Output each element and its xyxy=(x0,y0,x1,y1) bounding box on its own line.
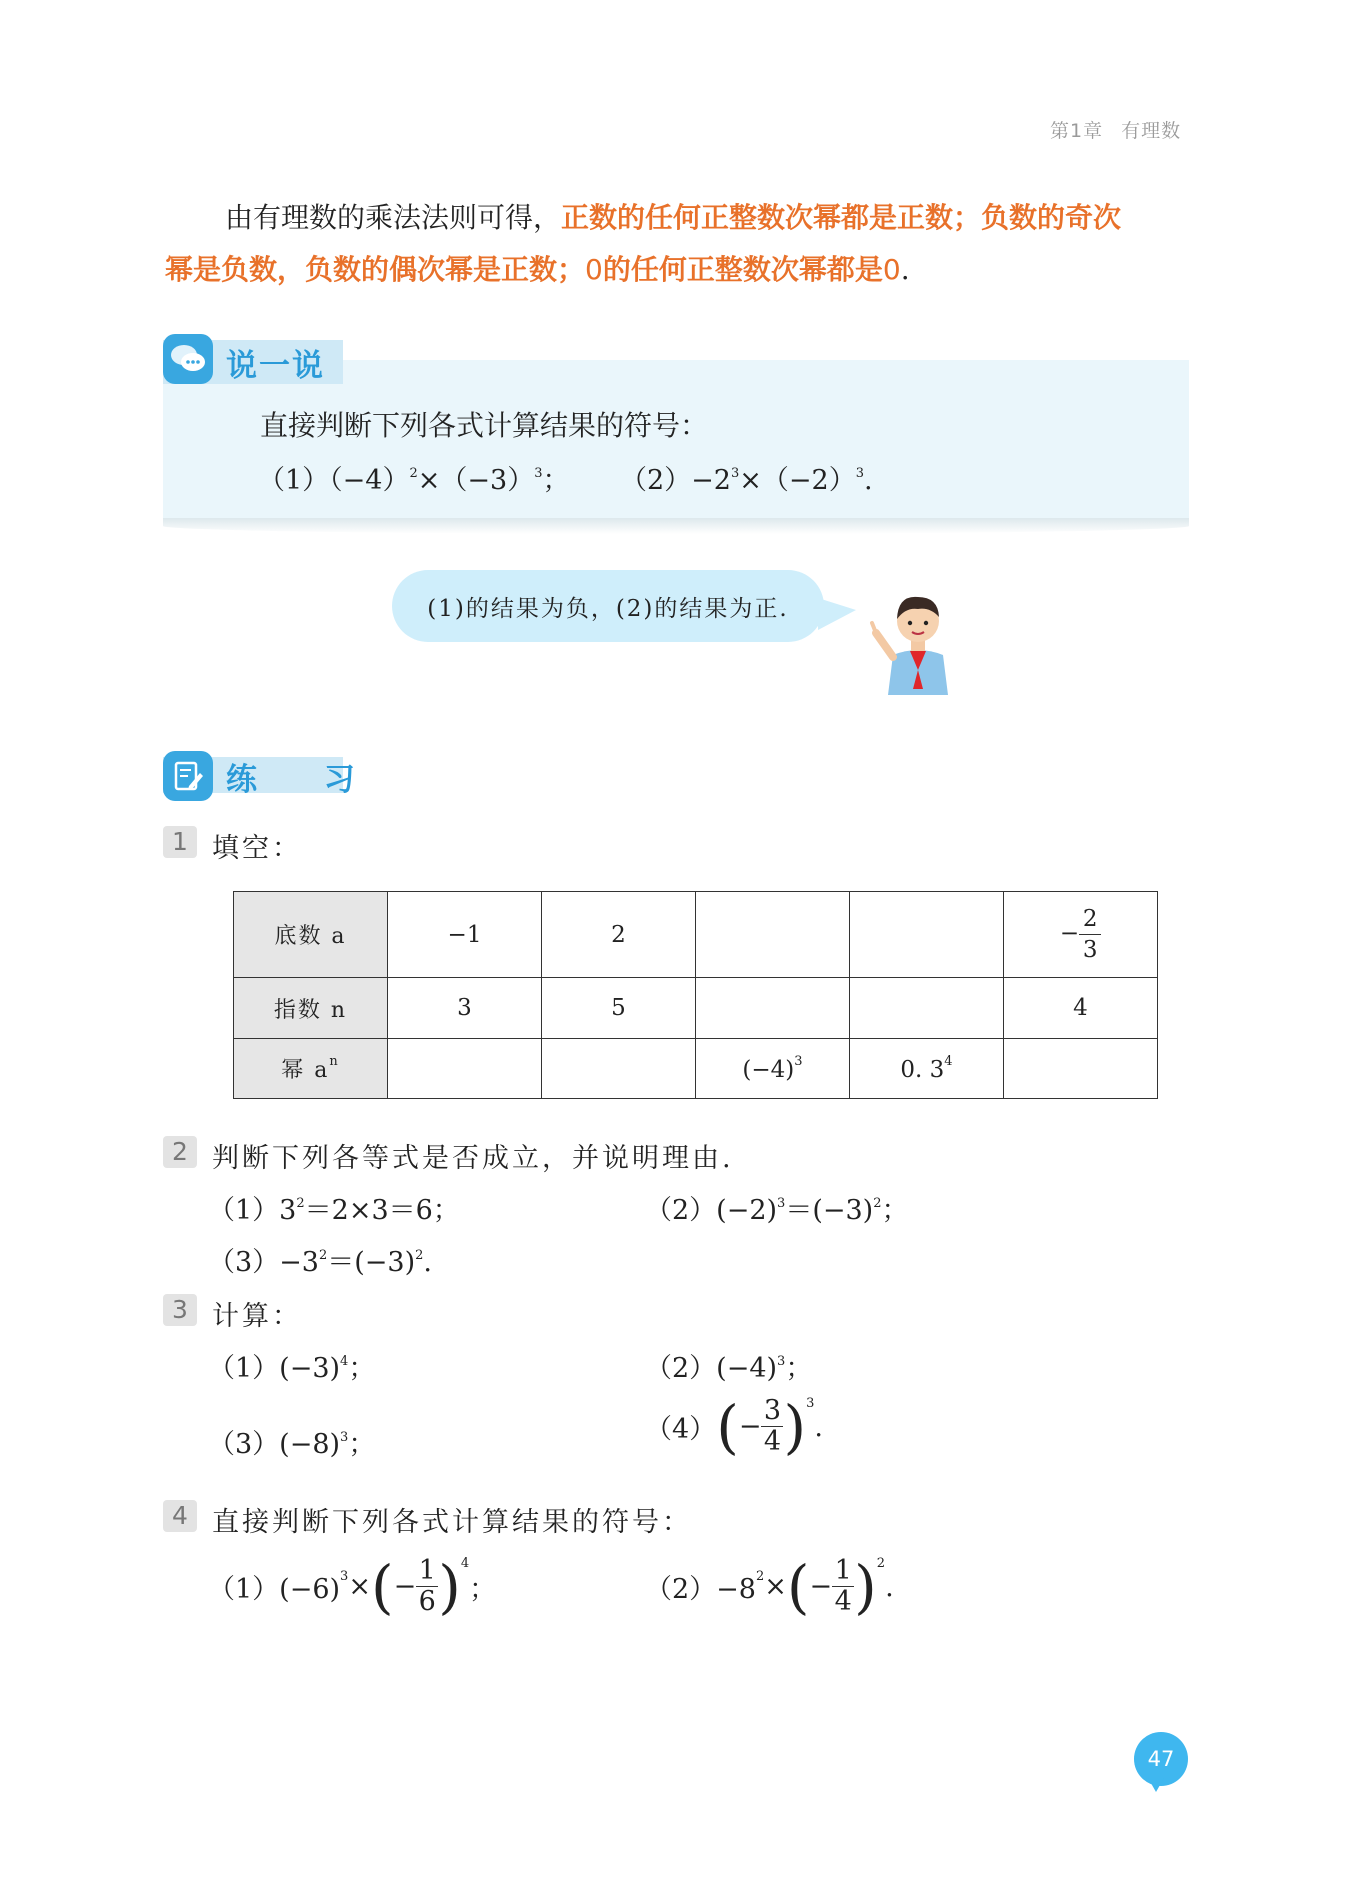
q2-part-2: $(2)(-2)^3=(-3)^2$； xyxy=(645,1195,909,1226)
table-row-exponent xyxy=(234,978,1158,1039)
question-3-text: 计算： xyxy=(212,1301,302,1332)
speech-bubble-text: (1)的结果为负，(2)的结果为正. xyxy=(427,595,789,622)
e2-exp1: 3 xyxy=(730,466,740,481)
table-cell-blank[interactable] xyxy=(696,892,850,978)
e2-end: . xyxy=(863,465,873,496)
question-number-2: 2 xyxy=(163,1136,197,1168)
e2-pre: （2）−2 xyxy=(620,465,731,496)
q3-part-4: （4） ( − $\frac{3}{4}$ ) $^3$ . xyxy=(645,1392,823,1461)
page-number-tail xyxy=(1148,1778,1164,1792)
table-cell: 4 xyxy=(1004,978,1158,1039)
discussion-title: 说一说 xyxy=(226,348,325,384)
e1-exp2: 3 xyxy=(534,466,543,481)
chapter-title: 有理数 xyxy=(1121,120,1182,142)
e2-exp2: 3 xyxy=(855,466,864,481)
rule-highlight-a: 正数的任何正整数次幂都是正数；负数的奇次 xyxy=(561,201,1122,234)
question-2-text: 判断下列各等式是否成立，并说明理由. xyxy=(212,1143,734,1174)
e1-mid: ×（−3） xyxy=(417,465,535,496)
q2-part-1: $(1)3^2=2\times 3=6$； xyxy=(208,1195,460,1226)
speech-bubble-tail xyxy=(818,598,856,630)
discussion-prompt: 直接判断下列各式计算结果的符号： xyxy=(260,409,709,442)
q4-part-2: （2）−8 $^2$ × ( − $\frac{1}{4}$ ) $^2$ . xyxy=(645,1552,894,1621)
notebook-pencil-icon xyxy=(163,751,213,801)
table-cell-fraction: − $\frac{2}{3}$ xyxy=(1004,892,1158,978)
table-cell-blank[interactable] xyxy=(850,978,1004,1039)
table-cell: 5 xyxy=(542,978,696,1039)
table-cell: 3 xyxy=(388,978,542,1039)
e1-exp1: 2 xyxy=(409,466,418,481)
q3-part-1: $(1)(-3)^4$； xyxy=(208,1353,376,1384)
e2-mid: ×（−2） xyxy=(739,465,856,496)
question-4-text: 直接判断下列各式计算结果的符号： xyxy=(212,1507,692,1538)
table-cell: $(-4)^3$ xyxy=(696,1039,850,1099)
table-row-power xyxy=(234,1039,1158,1099)
chapter-header xyxy=(1050,116,1181,143)
table-cell: 2 xyxy=(542,892,696,978)
table-cell-blank[interactable] xyxy=(388,1039,542,1099)
q4-part-1: （1）(−6) $^3$ × ( − $\frac{1}{6}$ ) $^4$ ； xyxy=(208,1552,497,1621)
zero-a: 0 xyxy=(585,253,603,286)
q2-part-3: $(3)-3^2=(-3)^2$. xyxy=(208,1247,433,1278)
table-cell: −1 xyxy=(388,892,542,978)
page-number: 47 xyxy=(1147,1747,1175,1771)
discussion-box-shadow xyxy=(163,518,1189,534)
table-head-power: 幂 $a^n$ xyxy=(234,1039,388,1099)
practice-title: 练 习 xyxy=(226,762,383,798)
exponent-table xyxy=(233,891,1158,1099)
discussion-expression-1 xyxy=(258,458,569,497)
table-cell-blank[interactable] xyxy=(1004,1039,1158,1099)
table-cell-blank[interactable] xyxy=(542,1039,696,1099)
discussion-expression-2 xyxy=(620,458,873,497)
zero-b: 0 xyxy=(882,253,901,286)
question-number-4: 4 xyxy=(163,1500,197,1532)
intro-end: . xyxy=(900,253,910,286)
speech-bubble xyxy=(392,570,824,642)
question-1-text: 填空： xyxy=(212,833,302,864)
chapter-number: 第1章 xyxy=(1050,120,1104,142)
q3-part-3: $(3)(-8)^3$； xyxy=(208,1429,376,1460)
table-cell: 0. $3^4$ xyxy=(850,1039,1004,1099)
chat-bubbles-icon xyxy=(163,334,213,384)
intro-plain: 由有理数的乘法法则可得， xyxy=(225,201,562,234)
table-head-base: 底数 a xyxy=(234,892,388,978)
rule-highlight-c: 的任何正整数次幂都是 xyxy=(602,253,883,286)
intro-paragraph xyxy=(165,192,1195,296)
student-boy-illustration xyxy=(868,585,968,699)
rule-highlight-b: 幂是负数，负数的偶次幂是正数； xyxy=(165,253,586,286)
table-cell-blank[interactable] xyxy=(696,978,850,1039)
e1-end: ； xyxy=(542,465,570,496)
e1-pre: （1）（−4） xyxy=(258,465,410,496)
question-number-3: 3 xyxy=(163,1294,197,1326)
table-row-base xyxy=(234,892,1158,978)
question-number-1: 1 xyxy=(163,826,197,858)
table-cell-blank[interactable] xyxy=(850,892,1004,978)
table-head-exponent: 指数 n xyxy=(234,978,388,1039)
q3-part-2: $(2)(-4)^3$； xyxy=(645,1353,813,1384)
